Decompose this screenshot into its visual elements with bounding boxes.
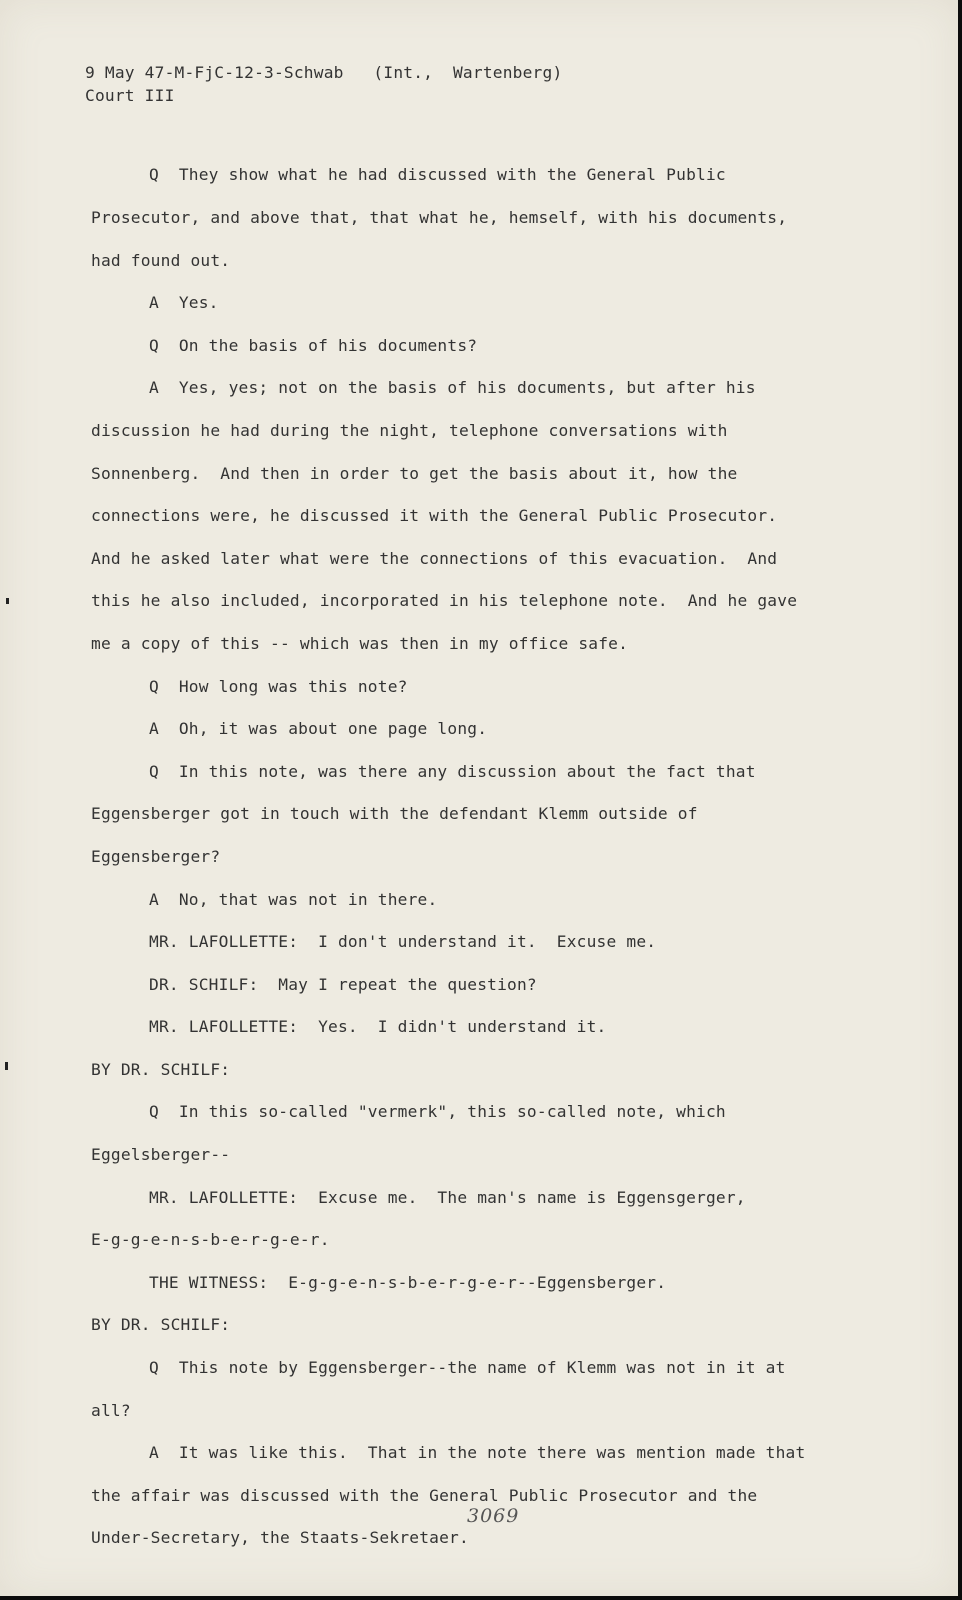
header-court-line: Court III [85, 86, 175, 105]
transcript-line: BY DR. SCHILF: [91, 1059, 231, 1079]
header-reference-line: 9 May 47-M-FjC-12-3-Schwab (Int., Wartenberg) [85, 63, 563, 82]
transcript-line: all? [91, 1400, 131, 1420]
transcript-line: Eggelsberger-- [91, 1145, 231, 1165]
transcript-line: A No, that was not in there. [149, 889, 438, 909]
transcript-line: had found out. [91, 250, 231, 270]
scan-mark [6, 598, 9, 604]
transcript-line: connections were, he discussed it with the General Public Prosecutor. [91, 506, 778, 526]
transcript-line: Eggensberger got in touch with the defendant Klemm outside of [91, 804, 698, 824]
transcript-line: Q This note by Eggensberger--the name of Klemm was not in it at [149, 1358, 786, 1378]
transcript-line: Sonnenberg. And then in order to get the basis about it, how the [91, 463, 738, 483]
transcript-line: THE WITNESS: E-g-g-e-n-s-b-e-r-g-e-r--Eggensberger. [149, 1272, 667, 1292]
transcript-line: the affair was discussed with the General Public Prosecutor and the [91, 1485, 758, 1505]
transcript-line: MR. LAFOLLETTE: I don't understand it. Excuse me. [149, 932, 657, 952]
transcript-line: Q How long was this note? [149, 676, 408, 696]
scan-mark [5, 1062, 8, 1070]
transcript-line: And he asked later what were the connections of this evacuation. And [91, 548, 778, 568]
transcript-line: A It was like this. That in the note there was mention made that [149, 1443, 806, 1463]
transcript-body [91, 166, 921, 1572]
transcript-line: discussion he had during the night, telephone conversations with [91, 420, 728, 440]
transcript-line: this he also included, incorporated in his telephone note. And he gave [91, 591, 798, 611]
transcript-line: me a copy of this -- which was then in my office safe. [91, 633, 629, 653]
transcript-line: Under-Secretary, the Staats-Sekretaer. [91, 1528, 469, 1548]
transcript-line: A Yes. [149, 293, 219, 313]
transcript-line: Prosecutor, and above that, that what he, hemself, with his documents, [91, 208, 788, 227]
transcript-line: A Oh, it was about one page long. [149, 719, 488, 739]
page-number: 3069 [467, 1505, 520, 1527]
transcript-line: Q They show what he had discussed with the General Public [149, 165, 726, 184]
transcript-line: BY DR. SCHILF: [91, 1315, 231, 1335]
transcript-line: DR. SCHILF: May I repeat the question? [149, 974, 537, 994]
transcript-line: Eggensberger? [91, 846, 221, 866]
transcript-line: Q In this note, was there any discussion about the fact that [149, 761, 756, 781]
transcript-line: A Yes, yes; not on the basis of his documents, but after his [149, 378, 756, 398]
transcript-line: MR. LAFOLLETTE: Excuse me. The man's name is Eggensgerger, [149, 1187, 746, 1207]
transcript-line: Q In this so-called "vermerk", this so-called note, which [149, 1102, 726, 1122]
transcript-line: E-g-g-e-n-s-b-e-r-g-e-r. [91, 1230, 330, 1250]
transcript-line: Q On the basis of his documents? [149, 335, 478, 355]
transcript-line: MR. LAFOLLETTE: Yes. I didn't understand it. [149, 1017, 607, 1037]
